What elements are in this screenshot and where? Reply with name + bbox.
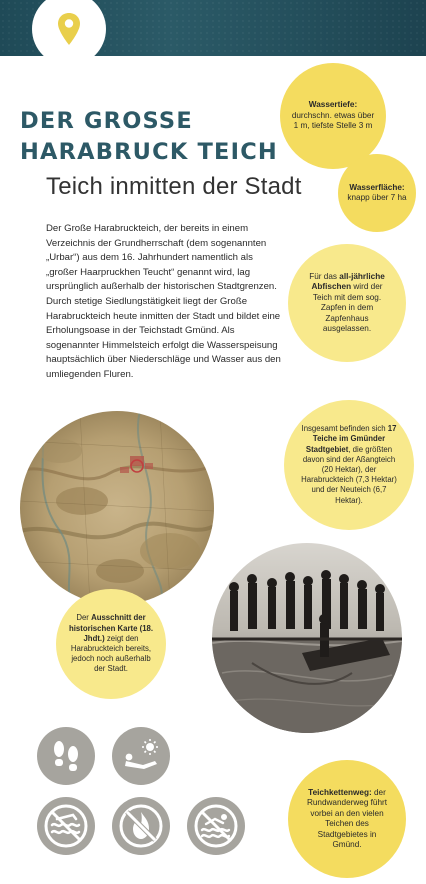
abfischen-text: wird der Teich mit dem sog. Zapfen in dem Zapfenhaus ausgelassen. [312,282,383,333]
bubble-teichkettenweg [288,760,406,878]
historic-map-image [20,411,214,605]
no-swimming-badge [37,797,95,855]
location-pin-icon [57,12,81,46]
footprints-badge [37,727,95,785]
teichkettenweg-label: Teichkettenweg: [308,787,372,797]
no-swimming-icon [43,803,89,849]
bubble-abfischen [288,244,406,362]
wassertiefe-label: Wassertiefe: [308,100,358,110]
footprints-icon [49,737,83,775]
wassertiefe-text: durchschn. etwas über 1 m, tiefste Stelle 3 m [291,110,375,131]
page-title [20,106,278,168]
title-line-1: DER GROSSE [20,108,193,134]
teichkettenweg-text: der Rundwanderweg führt vorbei an den vielen Teichen des Stadtgebietes in Gmünd. [306,787,388,849]
no-bathing-badge [187,797,245,855]
karte-label: Ausschnitt der historischen Karte (18. Jhdt.) [68,613,154,643]
teiche-pre: Insgesamt befinden sich [301,424,388,434]
intro-paragraph: Der Große Harabruckteich, der bereits in einem Verzeichnis der Grundherrschaft (dem sogenannten „Urbar“) aus dem 16. Jahrhundert namentlich als „großer Haarpruckhen Teucht“ genannt wird, lag ursprünglich außerhalb der historischen Stadtgrenzen. Durch stetige Siedlungstätigkeit liegt der Große Harabruckteich heute inmitten der Stadt und bildet eine Erholungsoase in der Teichstadt Gmünd. Als sogenannter Himmelsteich erfolgt die Wasserspeisung hauptsächlich über Niederschläge und Wasser aus den umliegenden Fluren. [46,223,281,380]
sunbathing-badge [112,727,170,785]
abfischen-label: all-jährliche Abfischen [311,271,385,291]
page-subtitle: Teich inmitten der Stadt [46,173,302,200]
no-fire-icon [118,803,164,849]
teiche-text: , die größten davon sind der Aßangteich (20 Hektar), der Harabruckteich (7,3 Hektar) und der Neuteich (6,7 Hektar). [301,444,397,505]
title-line-2: HARABRUCK TEICH [20,139,278,165]
wasserflaeche-label: Wasserfläche: [349,182,405,192]
no-fire-badge [112,797,170,855]
bubble-wasserflaeche [338,154,416,232]
historic-photo-fishing [212,543,402,733]
karte-text: zeigt den Harabruckteich bereits, jedoch noch außerhalb der Stadt. [70,633,152,674]
bubble-teiche [284,400,414,530]
no-bathing-icon [193,803,239,849]
location-pin-badge [32,0,106,66]
teiche-label: 17 Teiche im Gmünder Stadtgebiet [305,424,397,454]
karte-pre: Der [76,613,92,623]
abfischen-pre: Für das [309,271,340,281]
wasserflaeche-text: knapp über 7 ha [347,193,407,202]
bubble-wassertiefe [280,63,386,169]
bubble-karte [56,589,166,699]
sunbathing-icon [121,739,161,773]
